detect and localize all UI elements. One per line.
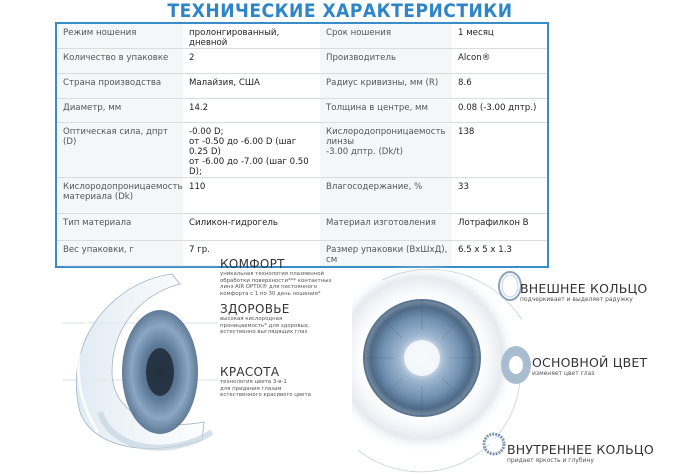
spec-value-line: от -0.50 до -6.00 D (шаг 0.25 D) [189,137,297,157]
spec-value: пролонгированный, дневной [183,23,320,49]
ring-heading: ВНУТРЕННЕЕ КОЛЬЦО [507,442,654,457]
ring-desc: подчеркивает и выделяет радужку [520,296,633,303]
spec-label: Режим ношения [56,23,183,49]
spec-label: Вес упаковки, г [56,241,183,267]
spec-table [55,22,549,268]
ring-heading: ВНЕШНЕЕ КОЛЬЦО [520,281,648,296]
spec-label: Материал изготовления [320,214,452,241]
feature-line: комфорта с 1 по 30 день ношения* [220,290,321,297]
spec-value-line: от -6.00 до -7.00 (шаг 0.50 D); [189,157,309,177]
spec-label: Размер упаковки (ВхШхД), см [320,241,452,267]
feature-line: естественного красивого цвета [220,392,311,399]
feature-line: уникальная технология плазменной [220,271,325,277]
spec-label-line: линзы [326,137,355,147]
contact-lens-side-illustration [52,262,220,462]
spec-label: Радиус кривизны, мм (R) [320,74,452,99]
ring-heading: ОСНОВНОЙ ЦВЕТ [532,355,648,370]
inner-ring-label [507,443,654,465]
feature-line: для придания глазам [220,385,282,392]
spec-label: Оптическая сила, дпрт (D) [56,123,183,178]
spec-label [320,123,452,178]
inner-ring-thumbnail [478,424,510,464]
outer-ring-label [520,282,647,304]
feature-line: обработки поверхности*** контактных [220,277,332,284]
spec-label-line: Кислородопроницаемость [326,127,446,137]
feature-comfort [220,257,352,297]
table-row [56,123,548,178]
table-row [56,23,548,49]
spec-value: 8.6 [452,74,548,99]
spec-value: 14.2 [183,99,320,123]
feature-heading: КРАСОТА [220,365,280,379]
spec-label-line: Кислородопроницаемость [63,182,183,192]
page-title: ТЕХНИЧЕСКИЕ ХАРАКТЕРИСТИКИ [167,0,513,22]
feature-line: естественно выглядящих глаз [220,329,308,336]
feature-line: технология цвета 3-в-1 [220,379,287,385]
feature-line: высокая кислородная [220,316,283,322]
spec-label: Производитель [320,49,452,74]
spec-label: Тип материала [56,214,183,241]
feature-heading: ЗДОРОВЬЕ [220,302,290,316]
spec-label: Толщина в центре, мм [320,99,452,123]
spec-value: 33 [452,178,548,214]
spec-value: Малайзия, США [183,74,320,99]
spec-value: 110 [183,178,320,214]
spec-value: 0.08 (-3.00 дптр.) [452,99,548,123]
base-color-thumbnail [499,344,533,386]
spec-value: 138 [452,123,548,178]
ring-desc: изменяет цвет глаз [532,370,595,377]
table-row [56,74,548,99]
feature-health [220,302,330,336]
spec-value: 7 гр. [183,241,320,267]
spec-label: Срок ношения [320,23,452,49]
spec-value [183,123,320,178]
spec-value: Alcon® [452,49,548,74]
spec-label: Страна производства [56,74,183,99]
feature-beauty [220,365,330,399]
spec-label: Диаметр, мм [56,99,183,123]
table-row [56,49,548,74]
spec-value: Лотрафилкон B [452,214,548,241]
feature-heading: КОМФОРТ [220,257,285,271]
spec-label: Влагосодержание, % [320,178,452,214]
table-row [56,99,548,123]
base-color-label [532,356,647,378]
spec-value: 6.5 х 5 х 1.3 [452,241,548,267]
feature-line: линз AIR OPTIX® для постоянного [220,284,318,291]
spec-label-line: материала (Dk) [63,192,134,202]
spec-label [56,178,183,214]
spec-label-line: -3.00 дптр. (Dk/t) [326,147,404,157]
spec-label: Количество в упаковке [56,49,183,74]
table-row [56,214,548,241]
ring-desc: придает яркость и глубину [507,457,594,464]
spec-value: 2 [183,49,320,74]
spec-value-line: -0.00 D; [189,127,224,137]
table-row [56,178,548,214]
spec-value: Силикон-гидрогель [183,214,320,241]
spec-value: 1 месяц [452,23,548,49]
feature-line: проницаемость* для здоровых, [220,322,310,329]
